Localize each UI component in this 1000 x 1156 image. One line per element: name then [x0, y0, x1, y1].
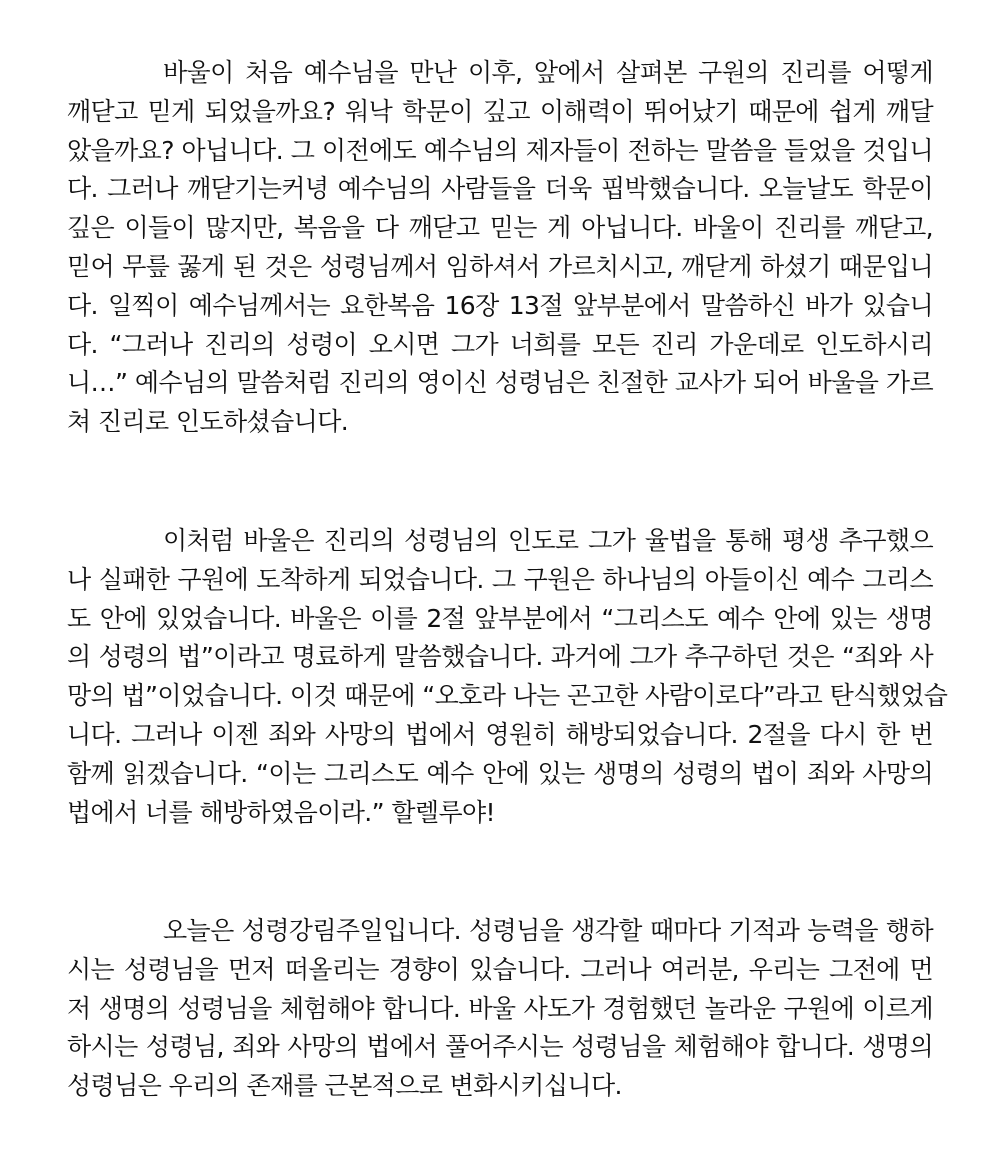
text-line: 함께 읽겠습니다. “이는 그리스도 예수 안에 있는 생명의 성령의 법이 죄와 사망의 — [67, 758, 933, 788]
text-line: 저 생명의 성령님을 체험해야 합니다. 바울 사도가 경험했던 놀라운 구원에 이르게 — [67, 993, 933, 1023]
text-line: 시는 성령님을 먼저 떠올리는 경향이 있습니다. 그러나 여러분, 우리는 그전에 먼 — [67, 954, 933, 984]
text-line: 다. 일찍이 예수님께서는 요한복음 16장 13절 앞부분에서 말씀하신 바가 있습니 — [67, 290, 933, 320]
text-line: 쳐 진리로 인도하셨습니다. — [67, 407, 349, 437]
text-line: 법에서 너를 해방하였음이라.” 할렐루야! — [67, 797, 495, 827]
text-line: 나 실패한 구원에 도착하게 되었습니다. 그 구원은 하나님의 아들이신 예수 그리스 — [67, 564, 933, 594]
paragraph-2 — [67, 522, 948, 832]
text-line: 깨닫고 믿게 되었을까요? 워낙 학문이 깊고 이해력이 뛰어났기 때문에 쉽게 깨달 — [67, 96, 933, 126]
text-line: 망의 법”이었습니다. 이것 때문에 “오호라 나는 곤고한 사람이로다”라고 탄식했었습 — [67, 681, 948, 711]
text-line: 았을까요? 아닙니다. 그 이전에도 예수님의 제자들이 전하는 말씀을 들었을 것입니 — [67, 135, 933, 165]
text-line: 깊은 이들이 많지만, 복음을 다 깨닫고 믿는 게 아닙니다. 바울이 진리를 깨닫고, — [67, 213, 933, 243]
text-line: 니다. 그러나 이젠 죄와 사망의 법에서 영원히 해방되었습니다. 2절을 다시 한 번 — [67, 719, 933, 749]
text-line: 의 성령의 법”이라고 명료하게 말씀했습니다. 과거에 그가 추구하던 것은 “죄와 사 — [67, 642, 933, 672]
text-line: 도 안에 있었습니다. 바울은 이를 2절 앞부분에서 “그리스도 예수 안에 있는 생명 — [67, 603, 933, 633]
paragraph-3 — [67, 912, 933, 1106]
text-line: 오늘은 성령강림주일입니다. 성령님을 생각할 때마다 기적과 능력을 행하 — [163, 916, 933, 945]
text-line: 다. “그러나 진리의 성령이 오시면 그가 너희를 모든 진리 가운데로 인도하시리 — [67, 329, 933, 359]
text-line: 바울이 처음 예수님을 만난 이후, 앞에서 살펴본 구원의 진리를 어떻게 — [163, 58, 933, 87]
paragraph-1 — [67, 54, 933, 442]
text-line: 다. 그러나 깨닫기는커녕 예수님의 사람들을 더욱 핍박했습니다. 오늘날도 학문이 — [67, 174, 933, 204]
text-line: 하시는 성령님, 죄와 사망의 법에서 풀어주시는 성령님을 체험해야 합니다. 생명의 — [67, 1032, 933, 1062]
text-line: 이처럼 바울은 진리의 성령님의 인도로 그가 율법을 통해 평생 추구했으 — [163, 526, 933, 555]
text-line: 니…” 예수님의 말씀처럼 진리의 영이신 성령님은 친절한 교사가 되어 바울을 가르 — [67, 368, 933, 398]
text-line: 믿어 무릎 꿇게 된 것은 성령님께서 임하셔서 가르치시고, 깨닫게 하셨기 때문입니 — [67, 251, 933, 281]
text-line: 성령님은 우리의 존재를 근본적으로 변화시키십니다. — [67, 1071, 622, 1101]
